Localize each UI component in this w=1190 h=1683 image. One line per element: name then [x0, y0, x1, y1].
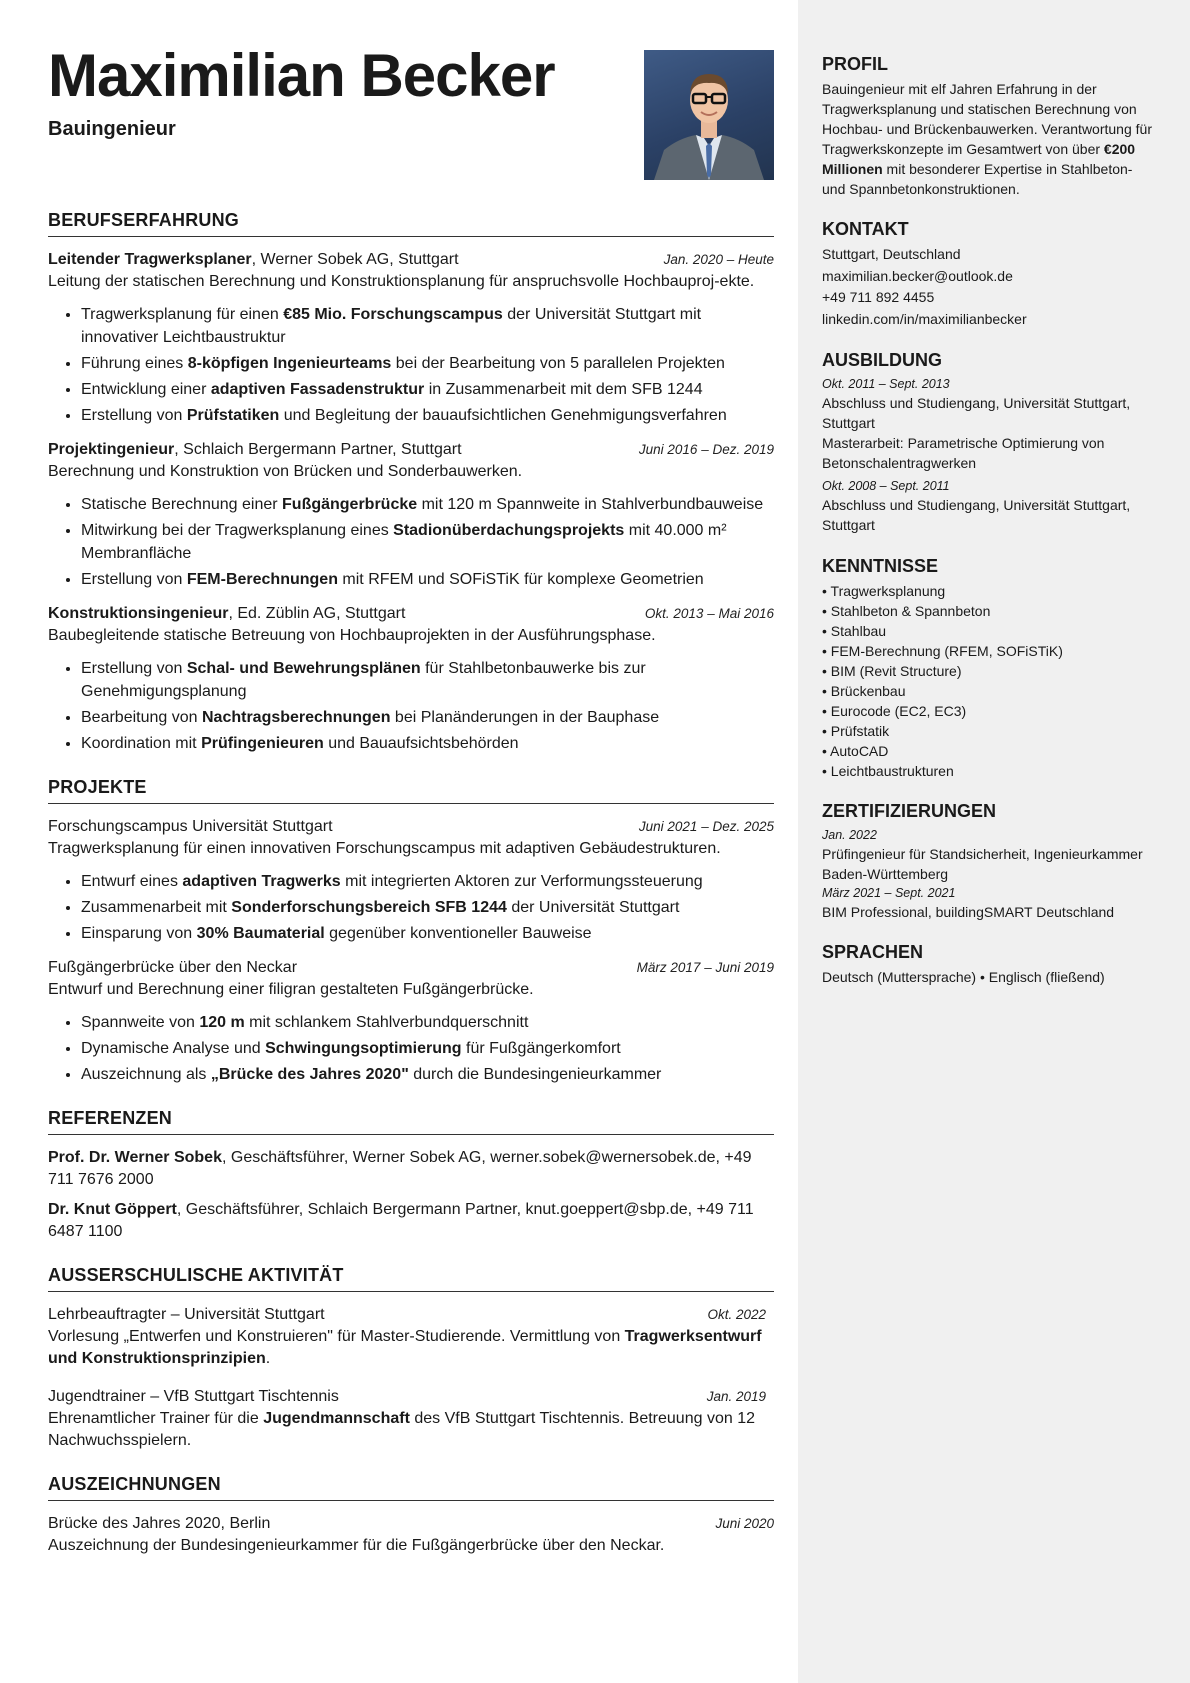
- bullet-item: • Bearbeitung von Nachtragsberechnungen bei Planänderungen in der Bauphase: [81, 706, 774, 729]
- certifications-section: [822, 801, 1152, 922]
- job-company: , Schlaich Bergermann Partner, Stuttgart: [174, 441, 462, 458]
- experience-entry: [48, 439, 774, 591]
- certification-text: Prüfingenieur für Standsicherheit, Ingenieurkammer Baden-Württemberg: [822, 846, 1143, 882]
- reference-entry: [48, 1199, 774, 1243]
- job-description: Leitung der statischen Berechnung und Konstruktionsplanung für anspruchsvolle Hochbauproj-ekte.: [48, 273, 755, 290]
- activity-date: Okt. 2022: [707, 1307, 766, 1322]
- bullet-item: • Entwurf eines adaptiven Tragwerks mit integrierten Aktoren zur Verformungssteuerung: [81, 870, 774, 893]
- sidebar: [822, 54, 1152, 1007]
- award-description: Auszeichnung der Bundesingenieurkammer für die Fußgängerbrücke über den Neckar.: [48, 1537, 665, 1554]
- project-name: Forschungscampus Universität Stuttgart: [48, 818, 333, 835]
- section-title-awards: AUSZEICHNUNGEN: [48, 1474, 774, 1501]
- bullet-item: • Erstellung von FEM-Berechnungen mit RFEM und SOFiSTiK für komplexe Geometrien: [81, 568, 774, 591]
- skill-item: • FEM-Berechnung (RFEM, SOFiSTiK): [822, 643, 1063, 659]
- project-bullets: [48, 1011, 774, 1086]
- education-line: Abschluss und Studiengang, Universität Stuttgart, Stuttgart: [822, 395, 1131, 431]
- activity-name: Jugendtrainer – VfB Stuttgart Tischtennis: [48, 1388, 339, 1405]
- activities-section: [48, 1265, 774, 1452]
- education-date: Okt. 2011 – Sept. 2013: [822, 377, 950, 391]
- section-title-activities: AUSSERSCHULISCHE AKTIVITÄT: [48, 1265, 774, 1292]
- references-section: [48, 1108, 774, 1243]
- bullet-item: • Spannweite von 120 m mit schlankem Stahlverbundquerschnitt: [81, 1011, 774, 1034]
- section-title-certifications: ZERTIFIZIERUNGEN: [822, 801, 996, 821]
- award-entry: [48, 1513, 774, 1557]
- contact-phone[interactable]: +49 711 892 4455: [822, 289, 935, 305]
- award-name: Brücke des Jahres 2020, Berlin: [48, 1515, 271, 1532]
- activity-entry: [48, 1386, 774, 1452]
- skill-item: • Stahlbeton & Spannbeton: [822, 603, 991, 619]
- bullet-item: • Führung eines 8-köpfigen Ingenieurteams bei der Bearbeitung von 5 parallelen Projekten: [81, 352, 774, 375]
- job-position: Projektingenieur: [48, 441, 175, 458]
- reference-entry: [48, 1147, 774, 1191]
- education-line: Masterarbeit: Parametrische Optimierung von Betonschalentragwerken: [822, 435, 1105, 471]
- certification-text: BIM Professional, buildingSMART Deutschland: [822, 904, 1115, 920]
- project-description: Entwurf und Berechnung einer filigran gestalteten Fußgängerbrücke.: [48, 981, 534, 998]
- experience-section: [48, 210, 774, 755]
- profile-section: [822, 54, 1152, 199]
- project-entry: [48, 957, 774, 1086]
- skill-item: • Tragwerksplanung: [822, 583, 946, 599]
- project-date: Juni 2021 – Dez. 2025: [638, 819, 774, 834]
- reference-name: Prof. Dr. Werner Sobek: [48, 1149, 222, 1166]
- section-title-contact: KONTAKT: [822, 219, 909, 239]
- activity-description: Ehrenamtlicher Trainer für die Jugendmannschaft des VfB Stuttgart Tischtennis. Betreuung von 12 Nachwuchsspielern.: [48, 1410, 755, 1449]
- job-bullets: [48, 493, 774, 591]
- job-position: Konstruktionsingenieur: [48, 605, 229, 622]
- profile-photo: [644, 50, 774, 180]
- certification-date: März 2021 – Sept. 2021: [822, 886, 956, 900]
- contact-linkedin[interactable]: linkedin.com/in/maximilianbecker: [822, 310, 1027, 327]
- job-bullets: [48, 657, 774, 755]
- bullet-item: • Mitwirkung bei der Tragwerksplanung eines Stadionüberdachungsprojekts mit 40.000 m² Membranfläche: [81, 519, 774, 565]
- section-title-profile: PROFIL: [822, 54, 888, 74]
- job-company: , Ed. Züblin AG, Stuttgart: [228, 605, 406, 622]
- bullet-item: • Erstellung von Schal- und Bewehrungsplänen für Stahlbetonbauwerke bis zur Genehmigungsplanung: [81, 657, 774, 703]
- section-title-education: AUSBILDUNG: [822, 350, 942, 370]
- reference-details: , Geschäftsführer, Werner Sobek AG, werner.sobek@wernersobek.de, +49 711 7676 2000: [48, 1149, 752, 1188]
- main-column: [48, 36, 774, 1557]
- project-description: Tragwerksplanung für einen innovativen Forschungscampus mit adaptiven Gebäudestrukturen.: [48, 840, 721, 857]
- activity-entry: [48, 1304, 774, 1370]
- skill-item: • BIM (Revit Structure): [822, 663, 962, 679]
- candidate-role: Bauingenieur: [48, 118, 176, 140]
- activity-description: Vorlesung „Entwerfen und Konstruieren" für Master-Studierende. Vermittlung von Tragwerksentwurf und Konstruktionsprinzipien.: [48, 1328, 762, 1367]
- skill-item: • Prüfstatik: [822, 723, 890, 739]
- certification-date: Jan. 2022: [822, 828, 877, 842]
- bullet-item: • Statische Berechnung einer Fußgängerbrücke mit 120 m Spannweite in Stahlverbundbauweise: [81, 493, 774, 516]
- projects-section: [48, 777, 774, 1086]
- skill-item: • Leichtbaustrukturen: [822, 763, 954, 779]
- experience-entry: [48, 249, 774, 427]
- header: [48, 42, 774, 176]
- activity-date: Jan. 2019: [706, 1389, 766, 1404]
- bullet-item: • Einsparung von 30% Baumaterial gegenüber konventioneller Bauweise: [81, 922, 774, 945]
- activity-name: Lehrbeauftragter – Universität Stuttgart: [48, 1306, 325, 1323]
- job-bullets: [48, 303, 774, 427]
- bullet-item: • Koordination mit Prüfingenieuren und Bauaufsichtsbehörden: [81, 732, 774, 755]
- section-title-languages: SPRACHEN: [822, 942, 924, 962]
- reference-name: Dr. Knut Göppert: [48, 1201, 177, 1218]
- contact-section: [822, 219, 1152, 330]
- education-line: Abschluss und Studiengang, Universität Stuttgart, Stuttgart: [822, 497, 1131, 533]
- languages-section: [822, 942, 1152, 987]
- education-section: [822, 350, 1152, 535]
- job-description: Baubegleitende statische Betreuung von Hochbauprojekten in der Ausführungsphase.: [48, 627, 656, 644]
- experience-entry: [48, 603, 774, 755]
- job-date: Okt. 2013 – Mai 2016: [644, 606, 774, 621]
- bullet-item: • Entwicklung einer adaptiven Fassadenstruktur in Zusammenarbeit mit dem SFB 1244: [81, 378, 774, 401]
- project-name: Fußgängerbrücke über den Neckar: [48, 959, 298, 976]
- profile-text: Bauingenieur mit elf Jahren Erfahrung in der Tragwerksplanung und statischen Berechnung von Hochbau- und Brückenbauwerken. Verantwortung für Tragwerkskonzepte im Gesamtwert von über €200 Millionen mit besonderer Expertise in Stahlbeton- und Spannbetonkonstruktionen.: [822, 81, 1152, 197]
- education-date: Okt. 2008 – Sept. 2011: [822, 479, 950, 493]
- project-date: März 2017 – Juni 2019: [636, 960, 774, 975]
- awards-section: [48, 1474, 774, 1557]
- reference-details: , Geschäftsführer, Schlaich Bergermann Partner, knut.goeppert@sbp.de, +49 711 6487 1100: [48, 1201, 754, 1240]
- bullet-item: • Auszeichnung als „Brücke des Jahres 2020" durch die Bundesingenieurkammer: [81, 1063, 774, 1086]
- section-title-projects: PROJEKTE: [48, 777, 774, 804]
- contact-email[interactable]: maximilian.becker@outlook.de: [822, 267, 1013, 284]
- job-description: Berechnung und Konstruktion von Brücken und Sonderbauwerken.: [48, 463, 523, 480]
- job-company: , Werner Sobek AG, Stuttgart: [251, 251, 459, 268]
- section-title-experience: BERUFSERFAHRUNG: [48, 210, 774, 237]
- portrait-image: [644, 50, 774, 180]
- award-date: Juni 2020: [715, 1516, 774, 1531]
- job-position: Leitender Tragwerksplaner: [48, 251, 252, 268]
- bullet-item: • Erstellung von Prüfstatiken und Begleitung der bauaufsichtlichen Genehmigungsverfahren: [81, 404, 774, 427]
- bullet-item: • Tragwerksplanung für einen €85 Mio. Forschungscampus der Universität Stuttgart mit innovativer Leichtbaustruktur: [81, 303, 774, 349]
- bullet-item: • Zusammenarbeit mit Sonderforschungsbereich SFB 1244 der Universität Stuttgart: [81, 896, 774, 919]
- skill-item: • Stahlbau: [822, 623, 887, 639]
- section-title-skills: KENNTNISSE: [822, 556, 939, 576]
- skill-item: • AutoCAD: [822, 743, 889, 759]
- job-date: Juni 2016 – Dez. 2019: [638, 442, 774, 457]
- project-bullets: [48, 870, 774, 945]
- job-date: Jan. 2020 – Heute: [663, 252, 774, 267]
- candidate-name: Maximilian Becker: [48, 42, 555, 109]
- skill-item: • Brückenbau: [822, 683, 906, 699]
- project-entry: [48, 816, 774, 945]
- section-title-references: REFERENZEN: [48, 1108, 774, 1135]
- bullet-item: • Dynamische Analyse und Schwingungsoptimierung für Fußgängerkomfort: [81, 1037, 774, 1060]
- contact-location: Stuttgart, Deutschland: [822, 246, 961, 262]
- skill-item: • Eurocode (EC2, EC3): [822, 703, 967, 719]
- skills-section: [822, 555, 1152, 781]
- languages-text: Deutsch (Muttersprache) • Englisch (fließend): [822, 969, 1105, 985]
